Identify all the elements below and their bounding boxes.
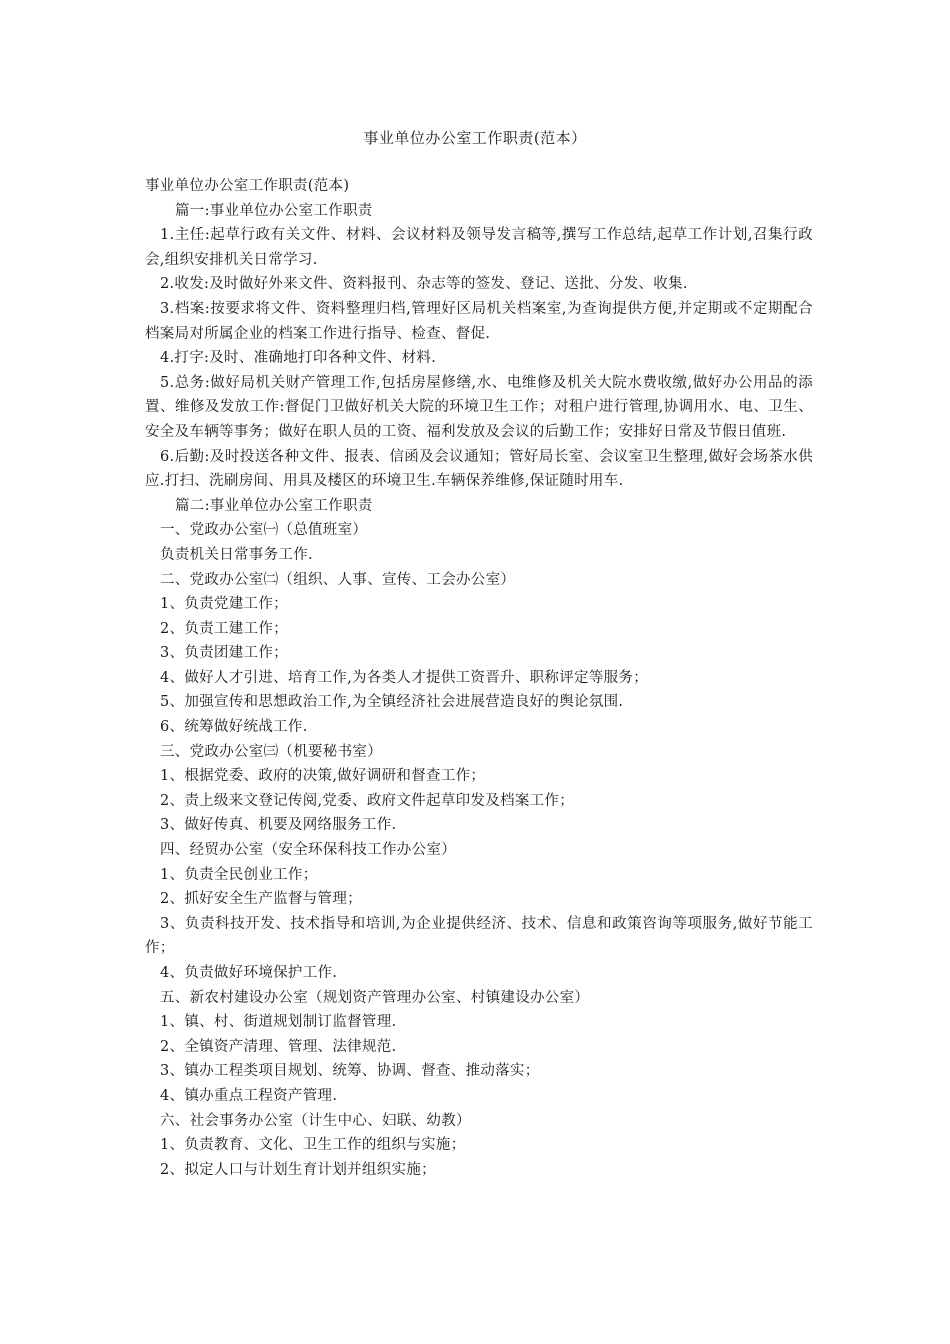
paragraph: 三、党政办公室㈢（机要秘书室）: [160, 743, 382, 760]
paragraph: 3.档案:按要求将文件、资料整理归档,管理好区局机关档案室,为查询提供方便,并定期或不定期配合档案局对所属企业的档案工作进行指导、检查、督促.: [145, 300, 813, 342]
paragraph: 负责机关日常事务工作.: [160, 546, 313, 563]
paragraph: 篇一:事业单位办公室工作职责: [175, 202, 373, 219]
paragraph: 3、负责团建工作；: [160, 645, 288, 662]
paragraph: 4、负责做好环境保护工作.: [160, 965, 338, 981]
paragraph: 事业单位办公室工作职责(范本): [145, 178, 350, 194]
paragraph: 3、负责科技开发、技术指导和培训,为企业提供经济、技术、信息和政策咨询等项服务,做好节能工作；: [145, 915, 813, 957]
paragraph: 5.总务:做好局机关财产管理工作,包括房屋修缮,水、电维修及机关大院水费收缴,做好办公用品的添置、维修及发放工作:督促门卫做好机关大院的环境卫生工作；对租户进行管理,协调用水、电、卫生、安全及车辆等事务；做好在职人员的工资、福利发放及会议的后勤工作；安排好日常及节假日值班.: [145, 374, 813, 440]
paragraph: 二、党政办公室㈡（组织、人事、宣传、工会办公室）: [160, 571, 516, 588]
paragraph: 1、负责全民创业工作；: [160, 866, 318, 883]
paragraph: 2、负责工建工作；: [160, 620, 288, 637]
paragraph: 4、做好人才引进、培育工作,为各类人才提供工资晋升、职称评定等服务；: [160, 669, 649, 686]
paragraph: 2、责上级来文登记传阅,党委、政府文件起草印发及档案工作；: [160, 792, 575, 809]
paragraph: 6、统筹做好统战工作.: [160, 719, 308, 736]
document-body: [145, 174, 813, 1182]
paragraph: 4、镇办重点工程资产管理.: [160, 1087, 338, 1104]
paragraph: 3、镇办工程类项目规划、统筹、协调、督查、推动落实；: [160, 1063, 540, 1080]
paragraph: 4.打字:及时、准确地打印各种文件、材料.: [160, 350, 437, 367]
paragraph: 1.主任:起草行政有关文件、材料、会议材料及领导发言稿等,撰写工作总结,起草工作计划,召集行政会,组织安排机关日常学习.: [145, 227, 813, 268]
paragraph: 1、负责党建工作；: [160, 596, 288, 613]
paragraph: 3、做好传真、机要及网络服务工作.: [160, 817, 397, 834]
paragraph: 2、全镇资产清理、管理、法律规范.: [160, 1038, 397, 1055]
paragraph: 2、抓好安全生产监督与管理；: [160, 891, 362, 908]
paragraph: 1、镇、村、街道规划制订监督管理.: [160, 1014, 397, 1031]
paragraph: 四、经贸办公室（安全环保科技工作办公室）: [160, 842, 456, 859]
paragraph: 五、新农村建设办公室（规划资产管理办公室、村镇建设办公室）: [160, 989, 590, 1006]
paragraph: 5、加强宣传和思想政治工作,为全镇经济社会进展营造良好的舆论氛围.: [160, 694, 624, 711]
paragraph: 2、拟定人口与计划生育计划并组织实施；: [160, 1161, 436, 1178]
paragraph: 六、社会事务办公室（计生中心、妇联、幼教）: [160, 1112, 471, 1129]
paragraph: 一、党政办公室㈠（总值班室）: [160, 522, 368, 539]
paragraph: 6.后勤:及时投送各种文件、报表、信函及会议通知；管好局长室、会议室卫生整理,做好会场茶水供应.打扫、洗刷房间、用具及楼区的环境卫生.车辆保养维修,保证随时用车.: [145, 448, 813, 490]
paragraph: 篇二:事业单位办公室工作职责: [175, 497, 373, 514]
document-title: 事业单位办公室工作职责(范本）: [363, 129, 587, 147]
paragraph: 1、负责教育、文化、卫生工作的组织与实施；: [160, 1137, 466, 1154]
paragraph: 2.收发:及时做好外来文件、资料报刊、杂志等的签发、登记、送批、分发、收集.: [160, 276, 688, 293]
paragraph: 1、根据党委、政府的决策,做好调研和督查工作；: [160, 768, 486, 785]
